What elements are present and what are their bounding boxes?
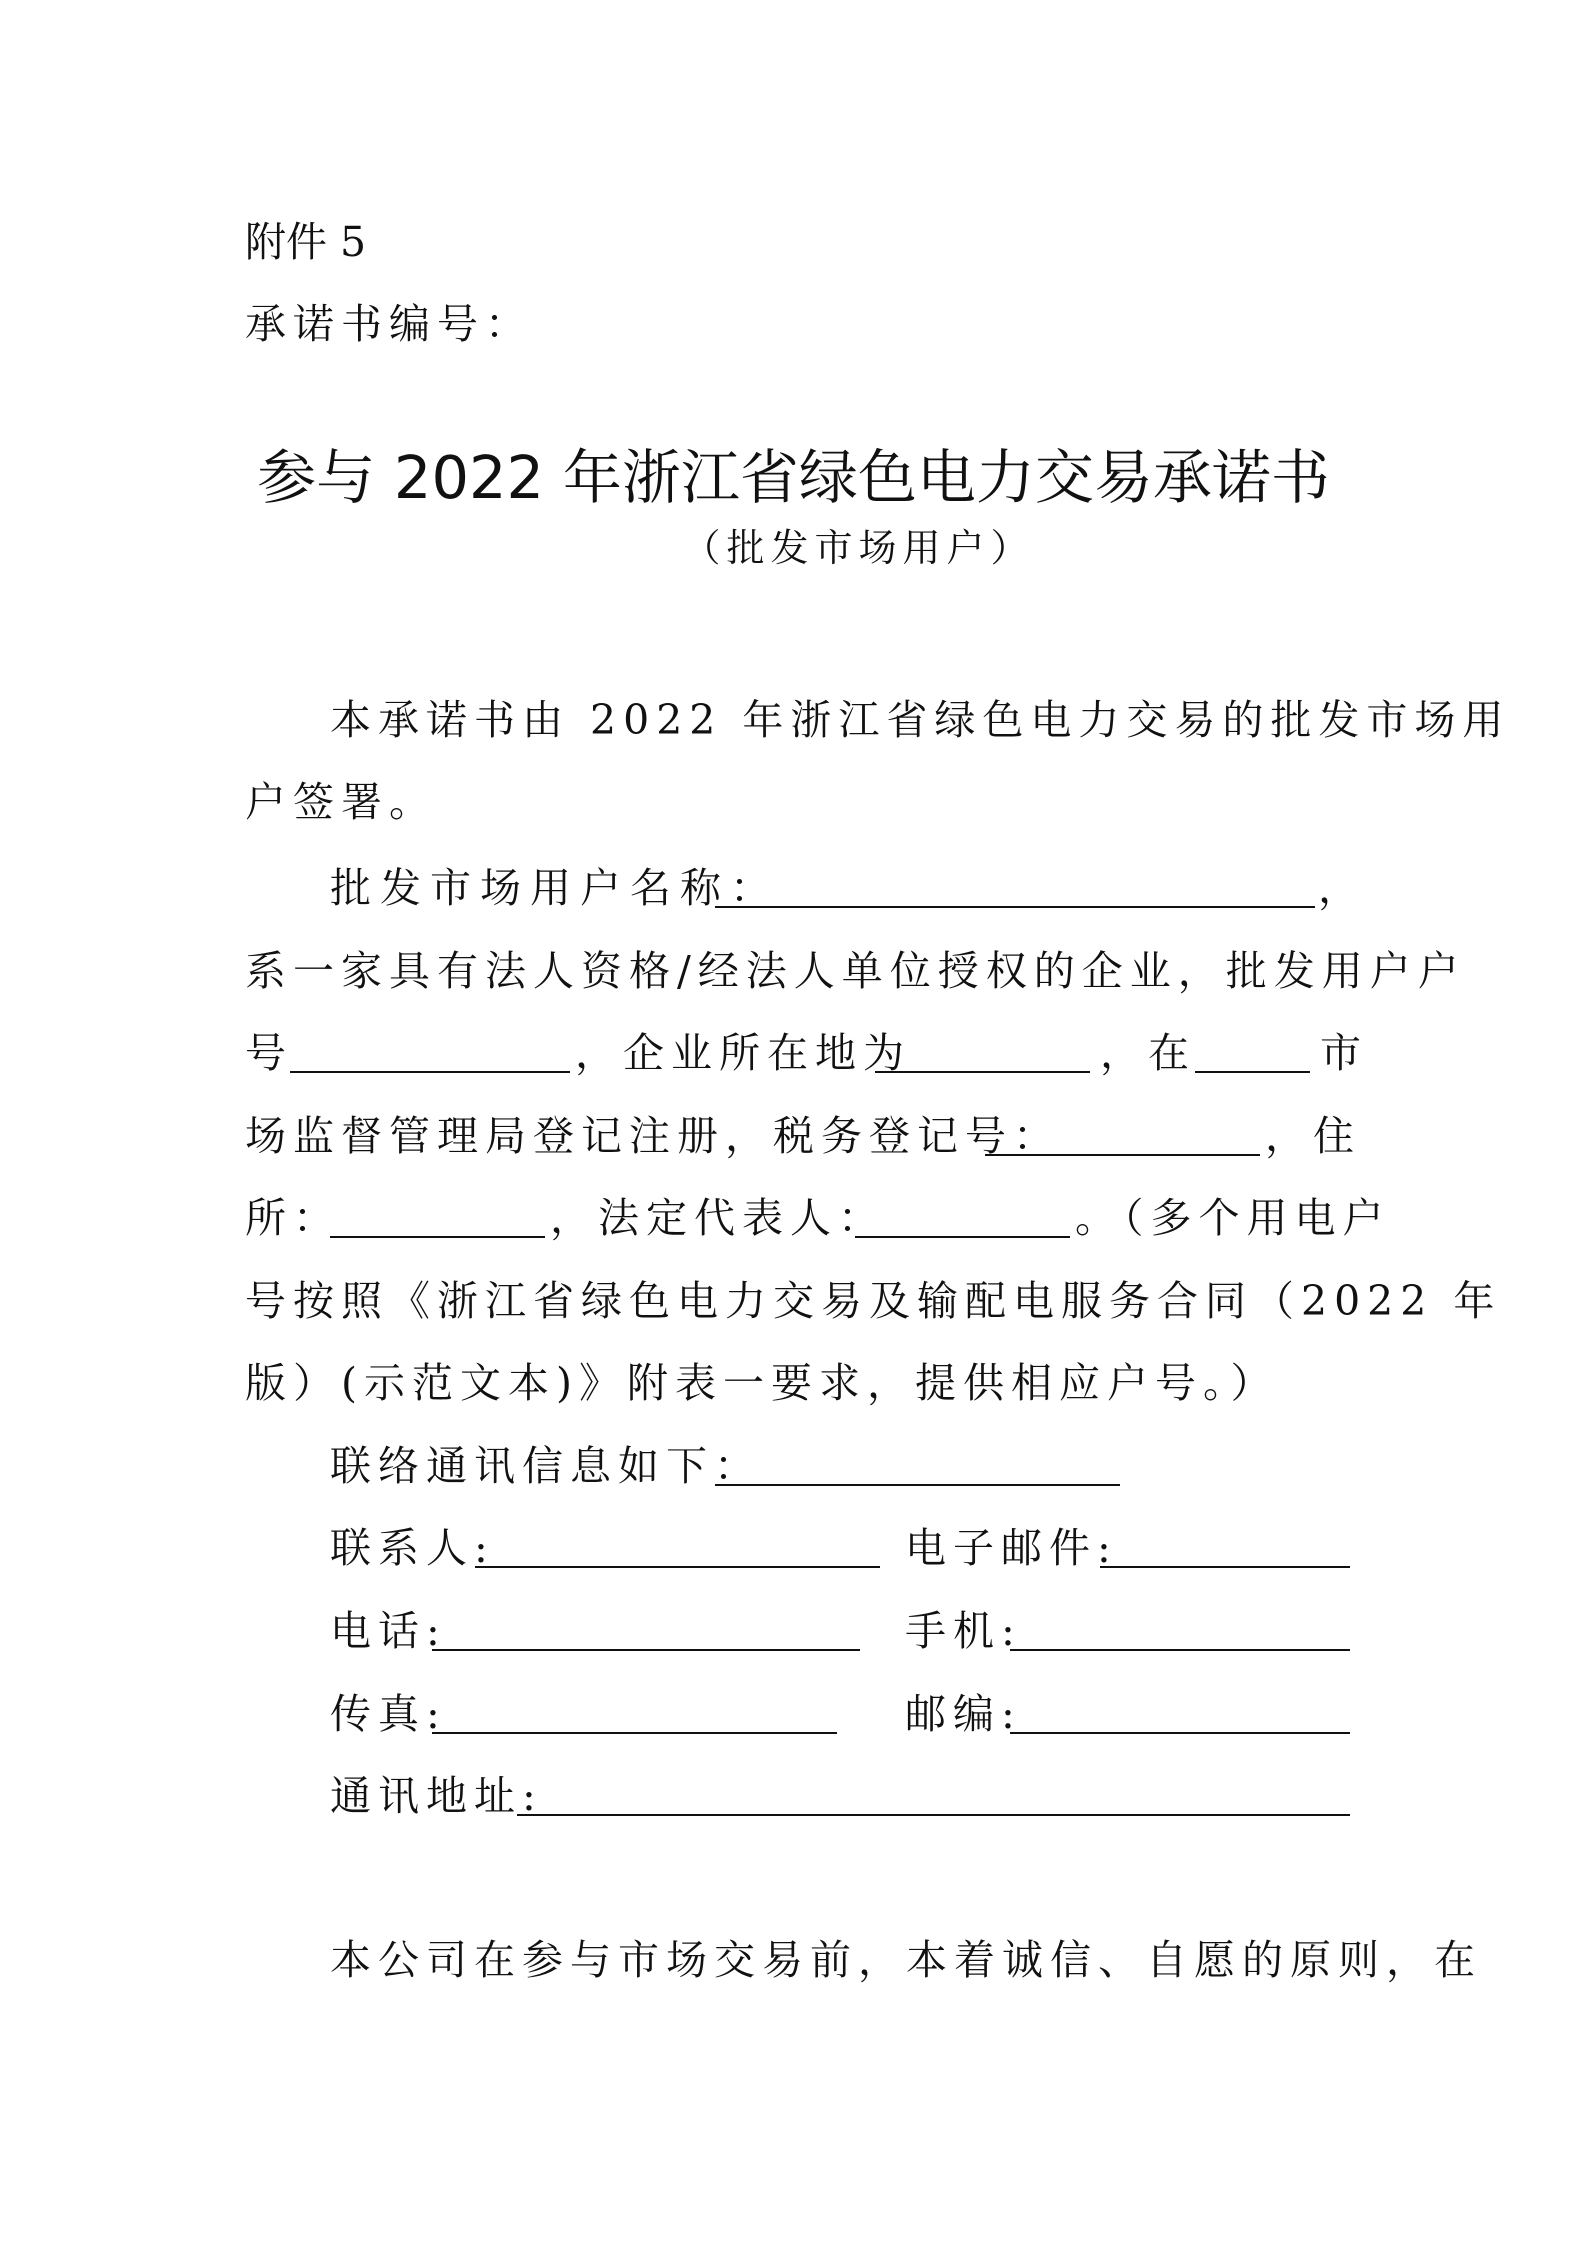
phone-label: 电话:	[330, 1607, 447, 1655]
wholesale-user-name-label: 批发市场用户名称：	[330, 864, 780, 912]
document-title: 参与 2022 年浙江省绿色电力交易承诺书	[257, 443, 1330, 512]
contact-person-label: 联系人:	[330, 1524, 495, 1572]
mailing-address-label: 通讯地址:	[330, 1772, 543, 1820]
attachment-label: 附件 5	[245, 218, 367, 266]
postcode-label: 邮编:	[905, 1690, 1022, 1738]
closing-line: 本公司在参与市场交易前，本着诚信、自愿的原则，在	[330, 1936, 1482, 1984]
body-line-7: 版）(示范文本)》附表一要求，提供相应户号。）	[245, 1359, 1279, 1407]
fax-blank[interactable]	[432, 1732, 837, 1734]
document-subtitle: （批发市场用户）	[682, 526, 1035, 570]
email-blank[interactable]	[1100, 1566, 1350, 1568]
residence-comma: ，住	[1265, 1112, 1361, 1160]
intro-line-2: 户签署。	[245, 778, 437, 826]
contact-info-label: 联络通讯信息如下：	[330, 1442, 762, 1490]
wholesale-user-name-blank[interactable]	[715, 906, 1315, 908]
tax-registration-blank[interactable]	[985, 1154, 1260, 1156]
multiple-accounts-note: 。（多个用电户	[1075, 1194, 1391, 1242]
postcode-blank[interactable]	[1010, 1732, 1350, 1734]
phone-blank[interactable]	[432, 1649, 860, 1651]
mobile-label: 手机:	[905, 1607, 1022, 1655]
contact-info-blank[interactable]	[715, 1484, 1120, 1486]
legal-rep-blank[interactable]	[855, 1236, 1070, 1238]
name-comma: ，	[1318, 864, 1359, 912]
mailing-address-blank[interactable]	[517, 1814, 1350, 1816]
commitment-number-label: 承诺书编号：	[245, 300, 533, 348]
residence-blank[interactable]	[330, 1236, 545, 1238]
contact-person-blank[interactable]	[475, 1566, 880, 1568]
email-label: 电子邮件:	[905, 1524, 1118, 1572]
body-line-2: 系一家具有法人资格/经法人单位授权的企业，批发用户户	[245, 947, 1466, 995]
tax-registration-label: 场监督管理局登记注册，税务登记号：	[245, 1112, 1061, 1160]
location-blank[interactable]	[875, 1071, 1090, 1073]
residence-label: 所：	[245, 1194, 341, 1242]
mobile-blank[interactable]	[1010, 1649, 1350, 1651]
account-number-label: 号	[245, 1029, 286, 1077]
account-number-blank[interactable]	[290, 1071, 570, 1073]
fax-label: 传真:	[330, 1690, 447, 1738]
city-suffix: 市	[1320, 1029, 1361, 1077]
intro-line-1: 本承诺书由 2022 年浙江省绿色电力交易的批发市场用	[330, 696, 1511, 744]
body-line-6: 号按照《浙江省绿色电力交易及输配电服务合同（2022 年	[245, 1277, 1502, 1325]
registered-at-label: ，在	[1100, 1029, 1196, 1077]
registration-city-blank[interactable]	[1195, 1071, 1310, 1073]
location-label: ，企业所在地为	[575, 1029, 911, 1077]
legal-rep-label: ，法定代表人：	[550, 1194, 886, 1242]
